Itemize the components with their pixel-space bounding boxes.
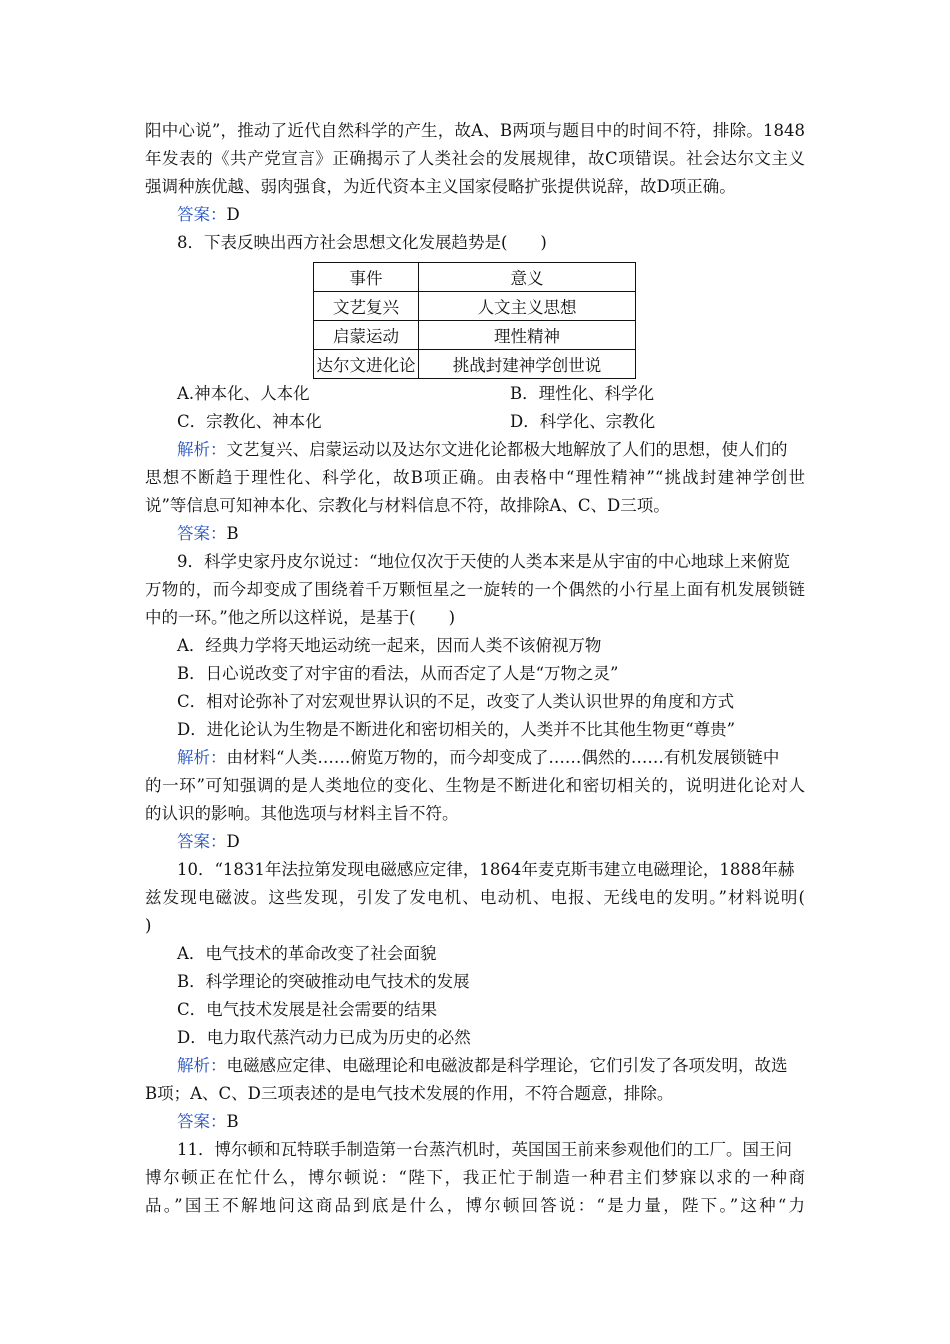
option-b: B．科学理论的突破推动电气技术的发展 [177, 972, 470, 991]
option-b: B．理性化、科学化 [510, 384, 655, 403]
option-b: B．日心说改变了对宇宙的看法，从而否定了人是“万物之灵” [177, 664, 619, 683]
option-c: C．宗教化、神本化 [177, 412, 322, 431]
option-d: D．电力取代蒸汽动力已成为历史的必然 [177, 1028, 471, 1047]
answer-label: 答案： [177, 1112, 227, 1131]
events-table [313, 262, 636, 379]
answer-line [177, 520, 239, 548]
question-stem: 8．下表反映出西方社会思想文化发展趋势是( ) [177, 233, 547, 252]
answer-label: 答案： [177, 524, 227, 543]
analysis-line: 的认识的影响。其他选项与材料主旨不符。 [145, 804, 459, 823]
option-a: A．经典力学将天地运动统一起来，因而人类不该俯视万物 [177, 636, 602, 655]
answer-value: D [226, 832, 240, 851]
option-d: D．进化论认为生物是不断进化和密切相关的，人类并不比其他生物更“尊贵” [177, 720, 736, 739]
analysis-label: 解析： [177, 748, 227, 767]
table-cell: 理性精神 [419, 321, 636, 350]
question-stem: 10．“1831年法拉第发现电磁感应定律，1864年麦克斯韦建立电磁理论，1888年赫 [177, 860, 795, 879]
table-header-cell: 意义 [419, 263, 636, 292]
analysis-line [177, 436, 788, 464]
option-a: A．电气技术的革命改变了社会面貌 [177, 944, 437, 963]
analysis-line: B项；A、C、D三项表述的是电气技术发展的作用，不符合题意，排除。 [145, 1084, 674, 1103]
answer-value: B [226, 524, 239, 543]
analysis-line: 说”等信息可知神本化、宗教化与材料信息不符，故排除A、C、D三项。 [145, 496, 670, 515]
option-d: D．科学化、宗教化 [510, 412, 656, 431]
table-cell: 达尔文进化论 [314, 350, 419, 379]
question-stem: 万物的，而今却变成了围绕着千万颗恒星之一旋转的一个偶然的小行星上面有机发展锁链 [145, 580, 805, 599]
table-row [314, 292, 636, 321]
table-cell: 挑战封建神学创世说 [419, 350, 636, 379]
paragraph-line: 强调种族优越、弱肉强食，为近代资本主义国家侵略扩张提供说辞，故D项正确。 [145, 177, 736, 196]
analysis-label: 解析： [177, 440, 227, 459]
table-cell: 文艺复兴 [314, 292, 419, 321]
analysis-line [177, 1052, 788, 1080]
table-row [314, 350, 636, 379]
question-stem: 品。”国王不解地问这商品到底是什么，博尔顿回答说：“是力量，陛下。”这种“力 [145, 1196, 805, 1215]
analysis-label: 解析： [177, 1056, 227, 1075]
paragraph-line: 阳中心说”，推动了近代自然科学的产生，故A、B两项与题目中的时间不符，排除。1848 [145, 121, 805, 140]
question-stem: 11．博尔顿和瓦特联手制造第一台蒸汽机时，英国国王前来参观他们的工厂。国王问 [177, 1140, 792, 1159]
table-cell: 人文主义思想 [419, 292, 636, 321]
table-cell: 启蒙运动 [314, 321, 419, 350]
question-stem: 中的一环。”他之所以这样说，是基于( ) [145, 608, 456, 627]
analysis-text: 文艺复兴、启蒙运动以及达尔文进化论都极大地解放了人们的思想，使人们的 [226, 440, 788, 459]
answer-line [177, 201, 240, 229]
analysis-line: 的一环”可知强调的是人类地位的变化、生物是不断进化和密切相关的，说明进化论对人 [145, 776, 805, 795]
answer-value: D [226, 205, 240, 224]
answer-line [177, 1108, 239, 1136]
question-stem: 博尔顿正在忙什么，博尔顿说：“陛下，我正忙于制造一种君主们梦寐以求的一种商 [145, 1168, 805, 1187]
analysis-text: 电磁感应定律、电磁理论和电磁波都是科学理论，它们引发了各项发明，故选 [226, 1056, 788, 1075]
option-c: C．相对论弥补了对宏观世界认识的不足，改变了人类认识世界的角度和方式 [177, 692, 735, 711]
table-row [314, 321, 636, 350]
option-c: C．电气技术发展是社会需要的结果 [177, 1000, 438, 1019]
analysis-line [177, 744, 779, 772]
answer-label: 答案： [177, 832, 227, 851]
table-header-row [314, 263, 636, 292]
analysis-text: 由材料“人类……俯览万物的，而今却变成了……偶然的……有机发展锁链中 [226, 748, 780, 767]
question-stem: ) [145, 916, 152, 935]
answer-label: 答案： [177, 205, 227, 224]
analysis-line: 思想不断趋于理性化、科学化，故B项正确。由表格中“理性精神”“挑战封建神学创世 [145, 468, 805, 487]
answer-line [177, 828, 240, 856]
table-header-cell: 事件 [314, 263, 419, 292]
question-stem: 兹发现电磁波。这些发现，引发了发电机、电动机、电报、无线电的发明。”材料说明( [145, 888, 805, 907]
question-stem: 9．科学史家丹皮尔说过：“地位仅次于天使的人类本来是从宇宙的中心地球上来俯览 [177, 552, 790, 571]
paragraph-line: 年发表的《共产党宣言》正确揭示了人类社会的发展规律，故C项错误。社会达尔文主义 [145, 149, 805, 168]
option-a: A.神本化、人本化 [177, 384, 310, 403]
answer-value: B [226, 1112, 239, 1131]
